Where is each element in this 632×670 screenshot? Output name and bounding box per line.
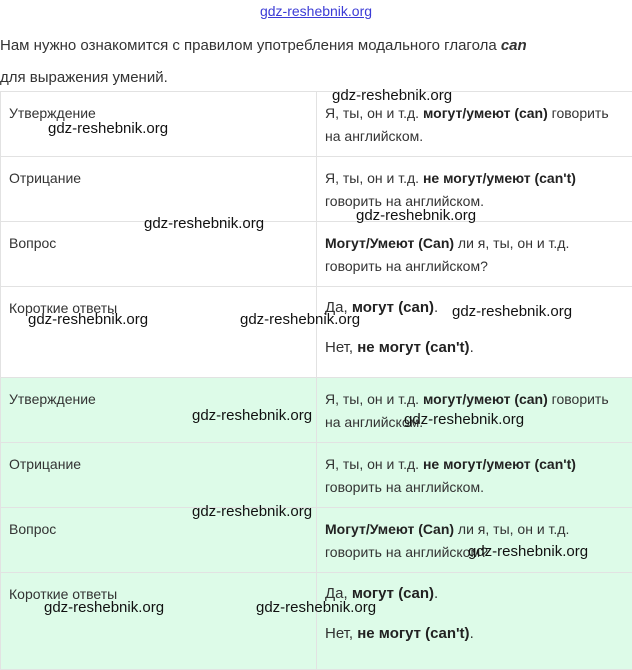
row-term: Короткие ответы [1,573,317,670]
intro-paragraph [0,30,632,94]
row-term: Короткие ответы [1,287,317,378]
row-term: Утверждение [1,92,317,157]
watermark: gdz-reshebnik.org [468,543,588,560]
watermark: gdz-reshebnik.org [356,207,476,224]
intro-text: Нам нужно ознакомится с правилом употребления модального глагола [0,37,501,54]
watermark: gdz-reshebnik.org [192,407,312,424]
row-term: Утверждение [1,378,317,443]
row-description [317,443,632,508]
desc-text: Я, ты, он и т.д. [325,170,423,186]
desc-bold: не могут/умеют (can't) [423,170,576,186]
watermark: gdz-reshebnik.org [404,411,524,428]
short-answer-yes: Да, могут (can). [325,297,624,319]
row-description [317,508,632,573]
desc-bold: не могут/умеют (can't) [423,456,576,472]
intro-text-end: для выражения умений. [0,69,168,86]
desc-bold: Могут/Умеют (Can) [325,521,454,537]
desc-text: ли я, ты, он и т.д. говорить на английском? [325,521,569,560]
row-term: Отрицание [1,157,317,222]
row-term: Отрицание [1,443,317,508]
short-answer-yes: Да, могут (can). [325,583,624,605]
desc-text: Я, ты, он и т.д. [325,105,423,121]
desc-bold: Могут/Умеют (Can) [325,235,454,251]
desc-text: ли я, ты, он и т.д. говорить на английском? [325,235,569,274]
desc-text: говорить на английском. [325,105,609,144]
table-row [1,222,632,287]
row-term: Вопрос [1,222,317,287]
table-row [1,287,632,378]
row-term: Вопрос [1,508,317,573]
short-answer-no: Нет, не могут (can't). [325,623,624,645]
watermark: gdz-reshebnik.org [48,120,168,137]
intro-keyword: can [501,37,527,54]
desc-text: говорить на английском. [325,193,484,209]
desc-text: говорить на английском. [325,479,484,495]
short-answer-no: Нет, не могут (can't). [325,337,624,359]
desc-text: говорить на английском. [325,391,609,430]
watermark: gdz-reshebnik.org [28,311,148,328]
desc-bold: могут/умеют (can) [423,105,548,121]
desc-text: Я, ты, он и т.д. [325,391,423,407]
watermark: gdz-reshebnik.org [192,503,312,520]
row-description [317,378,632,443]
table-row [1,157,632,222]
row-description [317,287,632,378]
desc-text: Я, ты, он и т.д. [325,456,423,472]
watermark: gdz-reshebnik.org [44,599,164,616]
table-row [1,443,632,508]
rules-table [0,91,632,670]
desc-bold: могут/умеют (can) [423,391,548,407]
watermark: gdz-reshebnik.org [332,87,452,104]
table-row [1,508,632,573]
table-row [1,378,632,443]
watermark: gdz-reshebnik.org [240,311,360,328]
watermark: gdz-reshebnik.org [144,215,264,232]
watermark: gdz-reshebnik.org [452,303,572,320]
watermark: gdz-reshebnik.org [256,599,376,616]
row-description [317,222,632,287]
site-header-link[interactable]: gdz-reshebnik.org [0,0,632,22]
